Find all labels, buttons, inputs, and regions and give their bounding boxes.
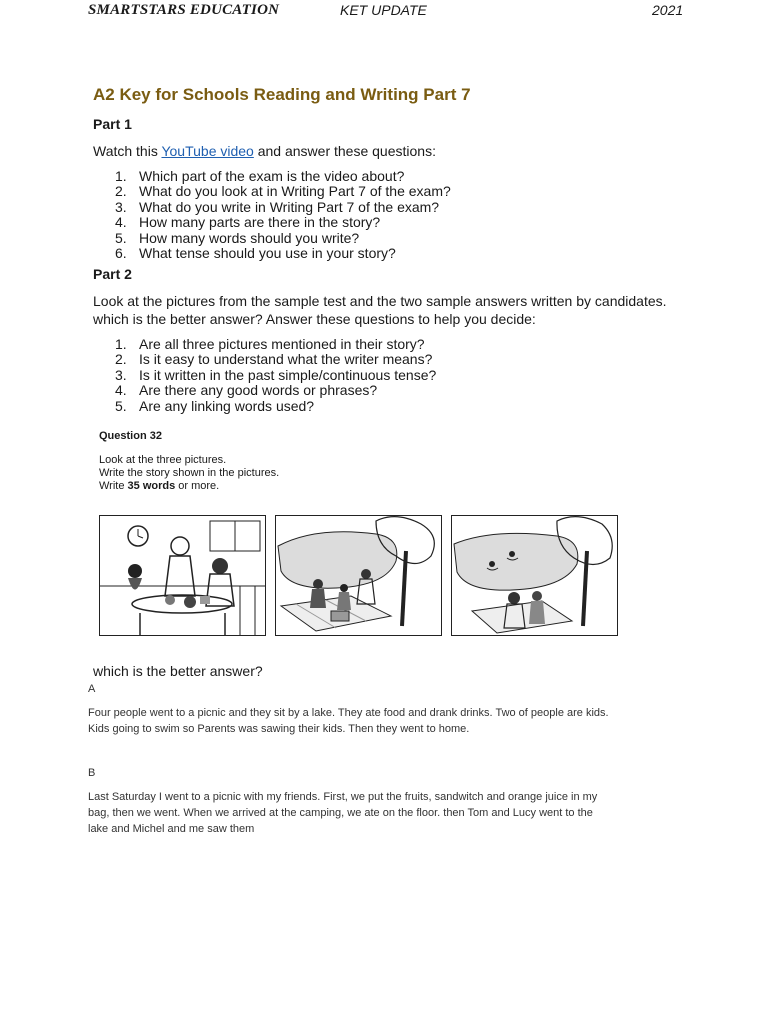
answer-a-line2: Kids going to swim so Parents was sawing their kids. Then they went to home. — [88, 723, 470, 735]
question32-line2: Write the story shown in the pictures. — [99, 467, 280, 479]
part2-intro-line1: Look at the pictures from the sample test and the two sample answers written by candidates. — [93, 293, 667, 309]
answer-a-label: A — [88, 683, 96, 695]
question32-line3 — [99, 480, 219, 492]
question32-word-count: 35 words — [127, 480, 176, 492]
question-number: 5. — [115, 229, 127, 246]
question-number: 3. — [115, 198, 127, 215]
question-number: 6. — [115, 244, 127, 261]
answer-b-line1: Last Saturday I went to a picnic with my friends. First, we put the fruits, sandwitch and orange juice in my — [88, 791, 598, 803]
question32-line3-before: Write — [99, 480, 128, 492]
picture-kids-swimming — [451, 515, 618, 636]
question-text: How many words should you write? — [139, 229, 360, 246]
part1-intro — [93, 142, 436, 160]
question-number: 4. — [115, 382, 127, 399]
list-item — [93, 184, 451, 199]
picnic-illustration — [276, 516, 441, 635]
list-item — [93, 169, 451, 184]
document-type: KET UPDATE — [340, 2, 427, 18]
question32-heading: Question 32 — [99, 430, 162, 442]
part1-question-list — [93, 169, 451, 261]
part2-heading: Part 2 — [93, 266, 132, 282]
part2-intro-line2: which is the better answer? Answer these questions to help you decide: — [93, 311, 536, 327]
part1-intro-before: Watch this — [93, 143, 162, 159]
picture-picnic-lake — [275, 515, 442, 636]
list-item — [93, 352, 436, 367]
question-text: Is it written in the past simple/continuous tense? — [139, 366, 437, 383]
list-item — [93, 200, 451, 215]
question-text: Are all three pictures mentioned in their story? — [139, 336, 425, 352]
part1-intro-after: and answer these questions: — [253, 143, 436, 159]
page-title: A2 Key for Schools Reading and Writing Part 7 — [93, 85, 471, 104]
answer-b-line3: lake and Michel and me saw them — [88, 823, 255, 835]
answer-a-line1: Four people went to a picnic and they sit by a lake. They ate food and drank drinks. Two of people are kids. — [88, 707, 609, 719]
question-text: What tense should you use in your story? — [139, 244, 396, 261]
question-text: Are any linking words used? — [139, 397, 315, 414]
better-answer-prompt: which is the better answer? — [93, 663, 263, 679]
question32-line3-after: or more. — [175, 480, 220, 492]
question-text: Which part of the exam is the video about? — [139, 168, 405, 184]
list-item — [93, 368, 436, 383]
question-number: 3. — [115, 366, 127, 383]
question-text: What do you look at in Writing Part 7 of the exam? — [139, 183, 451, 200]
question-number: 1. — [115, 336, 127, 352]
question-number: 1. — [115, 168, 127, 184]
swimming-illustration — [452, 516, 617, 635]
picture-kitchen-packing — [99, 515, 266, 636]
question-number: 2. — [115, 351, 127, 368]
question32-line1: Look at the three pictures. — [99, 454, 227, 466]
part2-question-list — [93, 337, 436, 414]
question-number: 5. — [115, 397, 127, 414]
list-item — [93, 231, 451, 246]
youtube-video-link[interactable]: YouTube video — [161, 143, 254, 159]
brand-name: SMARTSTARS EDUCATION — [88, 2, 280, 18]
question-text: Are there any good words or phrases? — [139, 382, 378, 399]
kitchen-illustration — [100, 516, 265, 635]
question-number: 4. — [115, 214, 127, 231]
list-item — [93, 215, 451, 230]
question-text: Is it easy to understand what the writer means? — [139, 351, 433, 368]
answer-b-label: B — [88, 767, 96, 779]
page-header — [0, 2, 768, 20]
question-text: What do you write in Writing Part 7 of the exam? — [139, 198, 440, 215]
document-year: 2021 — [652, 2, 684, 18]
list-item — [93, 246, 451, 261]
list-item — [93, 399, 436, 414]
question-number: 2. — [115, 183, 127, 200]
question-text: How many parts are there in the story? — [139, 214, 381, 231]
part1-heading: Part 1 — [93, 116, 132, 132]
list-item — [93, 337, 436, 352]
answer-b-line2: bag, then we went. When we arrived at the camping, we ate on the floor. then Tom and Lucy went to the — [88, 807, 593, 819]
list-item — [93, 383, 436, 398]
